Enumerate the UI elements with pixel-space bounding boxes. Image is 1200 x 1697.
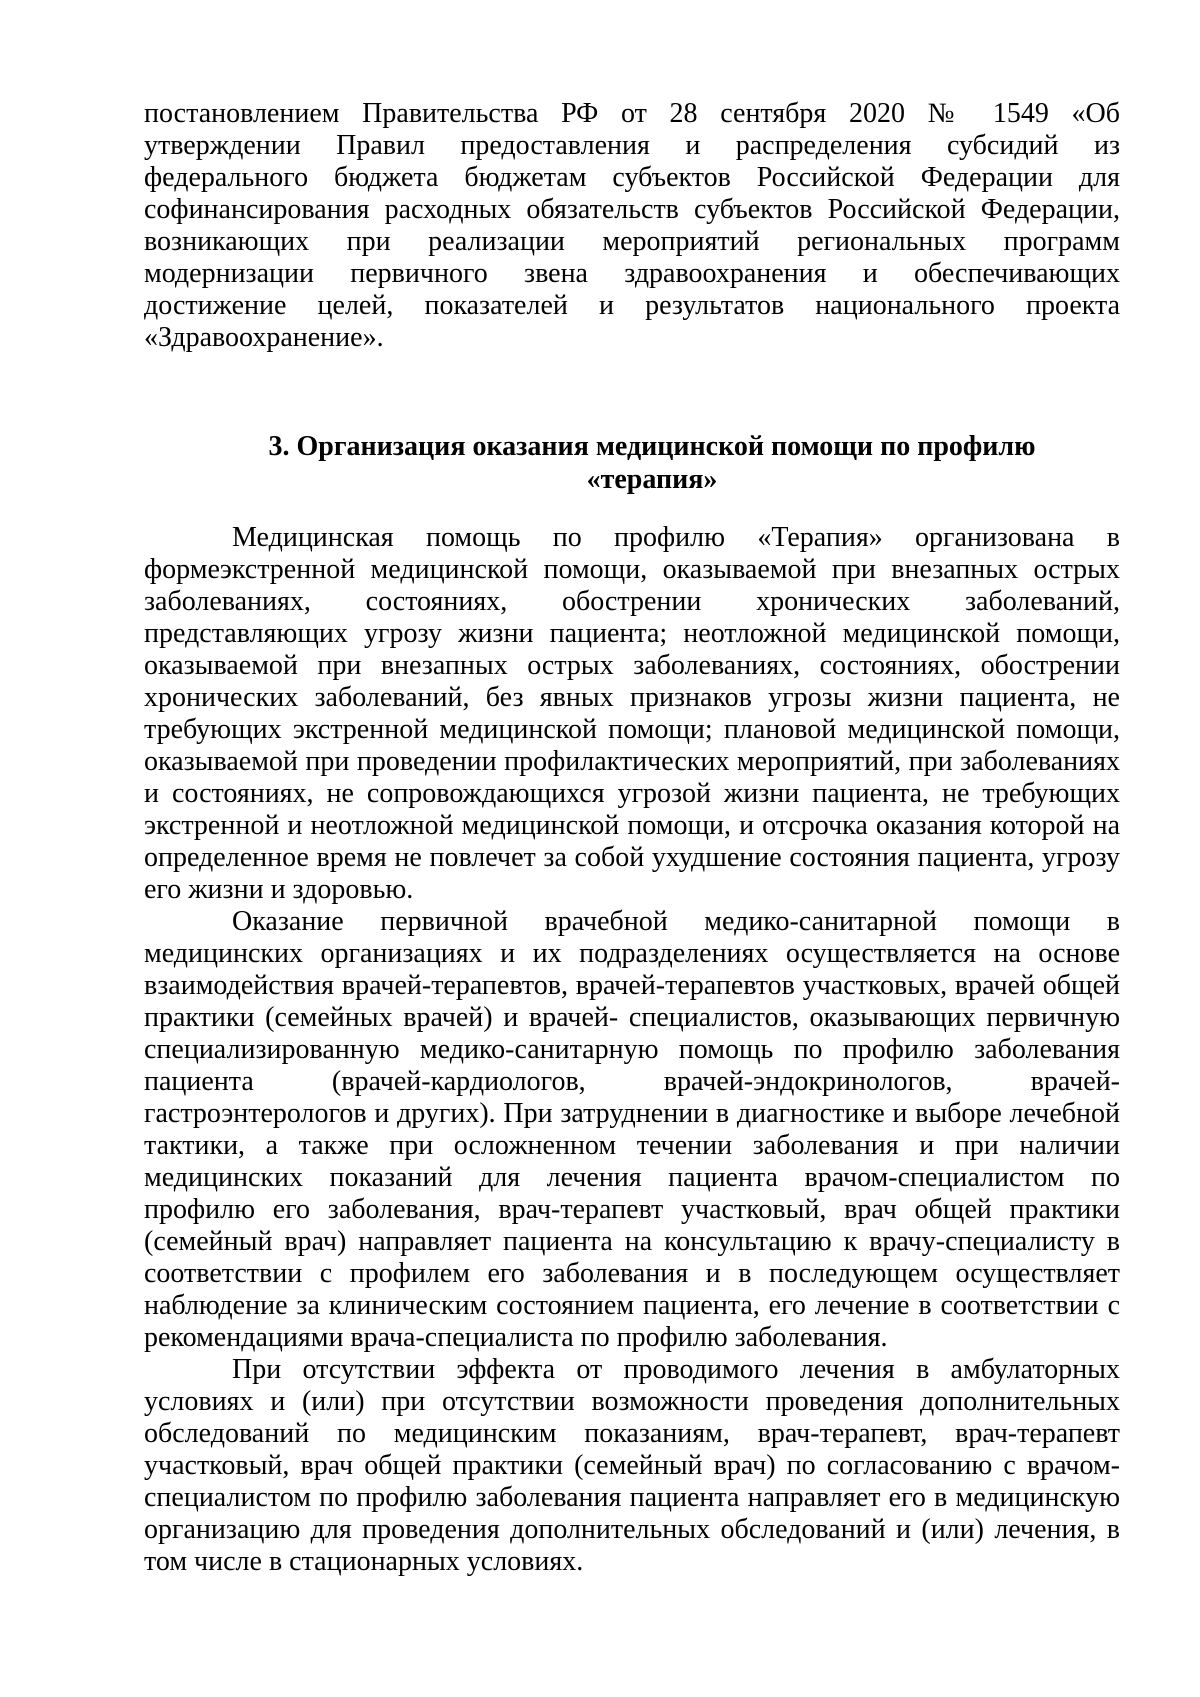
- section-heading-line2: «терапия»: [586, 464, 718, 495]
- section-heading: [144, 430, 1120, 496]
- section-heading-line1: 3. Организация оказания медицинской помощи по профилю: [268, 431, 1036, 462]
- paragraph-therapy-forms: Медицинская помощь по профилю «Терапия» организована в формеэкстренной медицинской помощи, оказываемой при внезапных острых заболеваниях, состояниях, обострении хронических заболеваний, представляющих угрозу жизни пациента; неотложной медицинской помощи, оказываемой при внезапных острых заболеваниях, состояниях, обострении хронических заболеваний, без явных признаков угрозы жизни пациента, не требующих экстренной медицинской помощи; плановой медицинской помощи, оказываемой при проведении профилактических мероприятий, при заболеваниях и состояниях, не сопровождающихся угрозой жизни пациента, не требующих экстренной и неотложной медицинской помощи, и отсрочка оказания которой на определенное время не повлечет за собой ухудшение состояния пациента, угрозу его жизни и здоровью.: [144, 522, 1120, 905]
- body-paragraphs: [144, 522, 1120, 1578]
- paragraph-primary-care: Оказание первичной врачебной медико-санитарной помощи в медицинских организациях и их подразделениях осуществляется на основе взаимодействия врачей-терапевтов, врачей-терапевтов участковых, врачей общей практики (семейных врачей) и врачей- специалистов, оказывающих первичную специализированную медико-санитарную помощь по профилю заболевания пациента (врачей-кардиологов, врачей-эндокринологов, врачей-гастроэнтерологов и других). При затруднении в диагностике и выборе лечебной тактики, а также при осложненном течении заболевания и при наличии медицинских показаний для лечения пациента врачом-специалистом по профилю его заболевания, врач-терапевт участковый, врач общей практики (семейный врач) направляет пациента на консультацию к врачу-специалисту в соответствии с профилем его заболевания и в последующем осуществляет наблюдение за клиническим состоянием пациента, его лечение в соответствии с рекомендациями врача-специалиста по профилю заболевания.: [144, 906, 1120, 1353]
- lead-paragraph: постановлением Правительства РФ от 28 сентября 2020 № 1549 «Об утверждении Правил предоставления и распределения субсидий из федерального бюджета бюджетам субъектов Российской Федерации для софинансирования расходных обязательств субъектов Российской Федерации, возникающих при реализации мероприятий региональных программ модернизации первичного звена здравоохранения и обеспечивающих достижение целей, показателей и результатов национального проекта «Здравоохранение».: [144, 98, 1120, 353]
- lead-paragraph-block: [144, 98, 1120, 354]
- paragraph-referral: При отсутствии эффекта от проводимого лечения в амбулаторных условиях и (или) при отсутствии возможности проведения дополнительных обследований по медицинским показаниям, врач-терапевт, врач-терапевт участковый, врач общей практики (семейный врач) по согласованию с врачом-специалистом по профилю заболевания пациента направляет его в медицинскую организацию для проведения дополнительных обследований и (или) лечения, в том числе в стационарных условиях.: [144, 1354, 1120, 1577]
